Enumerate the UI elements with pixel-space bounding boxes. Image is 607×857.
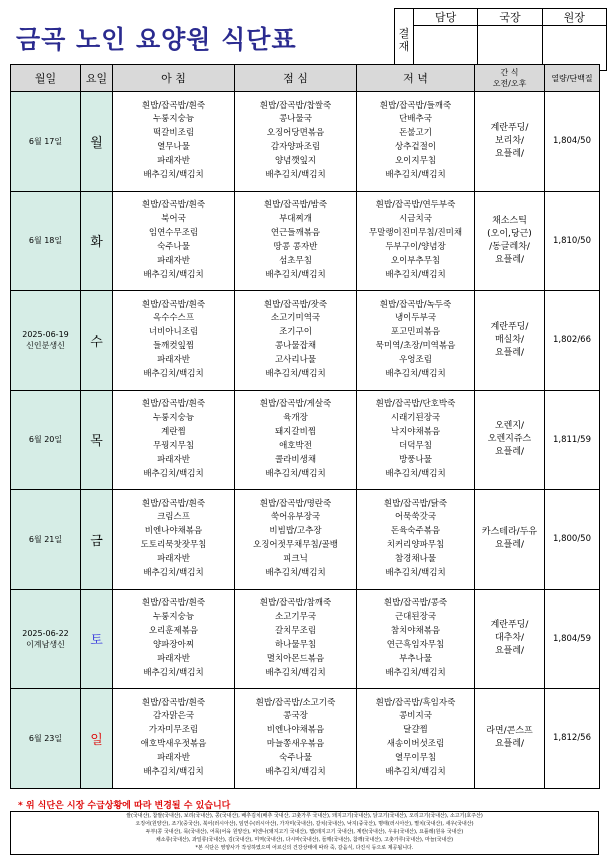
origin-info-line: *본 식단은 영양사가 작성하였으며 어르신의 건강상태에 따라 죽, 갈음식, 다진식 등으로 제공됩니다. — [195, 845, 414, 851]
menu-item: 크림스프 — [157, 512, 190, 523]
menu-item: 오리훈제볶음 — [148, 625, 199, 636]
snack-item: 대추차/ — [494, 633, 525, 644]
menu-item: 흰밥/잡곡밥/흰죽 — [141, 498, 206, 509]
menu-item: 시금치국 — [399, 213, 432, 224]
snack-cell — [475, 92, 545, 192]
lunch-cell — [235, 689, 357, 789]
menu-item: 배추김치/백김치 — [143, 369, 204, 380]
header-breakfast: 아 침 — [113, 65, 235, 92]
menu-item: 포고민피볶음 — [390, 327, 441, 338]
menu-item: 파래자반 — [157, 753, 190, 764]
menu-item: 콩나물잡채 — [274, 341, 317, 352]
day-cell: 목 — [81, 390, 113, 490]
breakfast-cell — [113, 390, 235, 490]
origin-info-line: 오징어(원양산), 조기(중국산), 북어(러시아산), 임연수(러시아산), 가자미(국내산), 갈치(국내산), 낙지(중국산), 명태(러시아산), 멸치(국내산), 새우(국내산) — [135, 821, 474, 827]
lunch-cell — [235, 191, 357, 291]
date-cell — [11, 490, 81, 590]
menu-item: 흰밥/잡곡밥/명란죽 — [259, 498, 332, 509]
table-row — [11, 291, 600, 391]
snack-cell — [475, 191, 545, 291]
menu-item: 흰밥/잡곡밥/밤죽 — [263, 200, 328, 211]
dinner-cell — [357, 390, 475, 490]
date-cell — [11, 291, 81, 391]
menu-item: 시래기된장국 — [390, 412, 441, 423]
menu-item: 흰밥/잡곡밥/흰죽 — [141, 399, 206, 410]
snack-cell — [475, 490, 545, 590]
menu-item: 누룽지숭늉 — [152, 114, 195, 125]
date-text: 6월 23일 — [28, 733, 63, 743]
snack-item: 계란푸딩/ — [490, 620, 529, 631]
menu-item: 육개장 — [283, 412, 308, 423]
approval-header-manager: 담당 — [413, 9, 477, 26]
menu-item: 배추김치/백김치 — [265, 667, 326, 678]
menu-item: 배추김치/백김치 — [265, 468, 326, 479]
menu-item: 임연수무조림 — [148, 227, 199, 238]
menu-item: 배추김치/백김치 — [265, 170, 326, 181]
day-cell: 금 — [81, 490, 113, 590]
origin-info-line: 쌀(국내산), 찹쌀(국내산), 보리(국내산), 콩(국내산), 배추김치(배추 국내산, 고춧가루 국내산), 돼지고기(국내산), 닭고기(국내산), 오리고기(국내산), 소고기(호주산) — [126, 813, 483, 819]
header-day: 요일 — [81, 65, 113, 92]
day-cell: 화 — [81, 191, 113, 291]
menu-item: 돈육숙주볶음 — [390, 526, 441, 537]
menu-item: 떡갈비조림 — [152, 128, 195, 139]
menu-item: 부대찌개 — [279, 213, 312, 224]
menu-item: 비엔나야채볶음 — [144, 526, 203, 537]
menu-item: 비빔밥/고추장 — [269, 526, 322, 537]
snack-item: 매실차/ — [494, 334, 525, 345]
kcal-cell: 1,810/50 — [545, 191, 600, 291]
menu-item: 숙주나물 — [279, 753, 312, 764]
menu-item: 숙주나물 — [157, 241, 190, 252]
header-snack-title: 간 식 — [500, 68, 519, 77]
dinner-cell — [357, 291, 475, 391]
menu-item: 파래자반 — [157, 653, 190, 664]
table-row — [11, 390, 600, 490]
menu-item: 달걀찜 — [403, 725, 428, 736]
lunch-cell — [235, 291, 357, 391]
kcal-cell: 1,804/50 — [545, 92, 600, 192]
date-cell — [11, 689, 81, 789]
date-text: 6월 18일 — [28, 236, 63, 246]
table-row — [11, 589, 600, 689]
snack-cell — [475, 589, 545, 689]
menu-item: 배추김치/백김치 — [385, 667, 446, 678]
dinner-cell — [357, 191, 475, 291]
dinner-cell — [357, 490, 475, 590]
snack-item: 요플레/ — [494, 347, 525, 358]
lunch-cell — [235, 589, 357, 689]
menu-item: 흰밥/잡곡밥/들깨죽 — [379, 100, 452, 111]
menu-item: 흰밥/잡곡밥/찹쌀죽 — [259, 100, 332, 111]
breakfast-cell — [113, 589, 235, 689]
menu-item: 파래자반 — [157, 156, 190, 167]
lunch-cell — [235, 92, 357, 192]
snack-item: 요플레/ — [494, 540, 525, 551]
breakfast-cell — [113, 689, 235, 789]
origin-info-line: 두부(콩 국내산), 묵(국내산), 어묵(어육 원양산), 비엔나(돼지고기 국내산), 햄(돼지고기 국내산), 계란(국내산), 우유(국내산), 요플레(원유 국내산) — [145, 829, 464, 835]
menu-item: 피크닉 — [283, 554, 308, 565]
menu-item: 누룽지숭늉 — [152, 412, 195, 423]
snack-item: 요플레/ — [494, 447, 525, 458]
snack-item: 보리차/ — [494, 135, 525, 146]
header-kcal: 열량/단백질 — [545, 65, 600, 92]
menu-item: 우엉조림 — [399, 355, 432, 366]
menu-item: 열무이무침 — [394, 753, 437, 764]
menu-item: 쑥어유부장국 — [270, 512, 321, 523]
menu-item: 방풍나물 — [399, 454, 432, 465]
menu-item: 어묵쑥갓국 — [394, 512, 437, 523]
menu-item: 흰밥/잡곡밥/흰죽 — [141, 299, 206, 310]
birthday-text: 신인분생신 — [26, 341, 65, 351]
menu-item: 감자양파조림 — [270, 142, 321, 153]
day-cell: 월 — [81, 92, 113, 192]
menu-item: 흰밥/잡곡밥/흰죽 — [141, 100, 206, 111]
menu-item: 멸치아몬드볶음 — [266, 653, 325, 664]
approval-header-head: 원장 — [542, 9, 606, 26]
lunch-cell — [235, 490, 357, 590]
day-cell: 수 — [81, 291, 113, 391]
menu-item: 흰밥/잡곡밥/흰죽 — [141, 697, 206, 708]
menu-item: 옥수수스프 — [152, 313, 195, 324]
kcal-cell: 1,800/50 — [545, 490, 600, 590]
approval-box — [394, 8, 607, 71]
menu-item: 흰밥/잡곡밥/연두부죽 — [375, 200, 456, 211]
menu-item: 참치야채볶음 — [390, 625, 441, 636]
menu-item: 두부구이/양념장 — [385, 241, 446, 252]
menu-item: 조기구이 — [279, 327, 312, 338]
menu-item: 배추김치/백김치 — [385, 767, 446, 778]
menu-item: 돈불고기 — [399, 128, 432, 139]
menu-item: 누룽지숭늉 — [152, 611, 195, 622]
menu-item: 애호박전 — [279, 440, 312, 451]
menu-item: 흰밥/잡곡밥/흰죽 — [141, 598, 206, 609]
snack-item: 오렌지/ — [494, 421, 525, 432]
snack-cell — [475, 291, 545, 391]
menu-item: 오징어당면볶음 — [266, 128, 325, 139]
lunch-cell — [235, 390, 357, 490]
menu-item: 흰밥/잡곡밥/참깨죽 — [259, 598, 332, 609]
table-row — [11, 92, 600, 192]
snack-item: 요플레/ — [494, 148, 525, 159]
menu-item: 낙지야채볶음 — [390, 426, 441, 437]
menu-item: 양념깻잎지 — [274, 156, 317, 167]
menu-item: 오징어젓무채무침/골뱅 — [253, 540, 338, 551]
breakfast-cell — [113, 490, 235, 590]
menu-item: 배추김치/백김치 — [385, 568, 446, 579]
menu-item: 참경채나물 — [394, 554, 437, 565]
menu-item: 파래자반 — [157, 355, 190, 366]
menu-item: 흰밥/잡곡밥/단호박죽 — [375, 399, 456, 410]
menu-item: 흰밥/잡곡밥/게살죽 — [259, 399, 332, 410]
menu-item: 너비아니조림 — [148, 327, 199, 338]
menu-item: 콩비지국 — [399, 711, 432, 722]
header-date: 월일 — [11, 65, 81, 92]
menu-item: 파래자반 — [157, 255, 190, 266]
menu-item: 배추김치/백김치 — [265, 767, 326, 778]
menu-item: 배추김치/백김치 — [143, 269, 204, 280]
menu-item: 새송이버섯조림 — [386, 739, 445, 750]
snack-item: 요플레/ — [494, 646, 525, 657]
date-text: 6월 21일 — [28, 534, 63, 544]
snack-item: 라면/콘스프 — [486, 726, 533, 737]
menu-item: 가자미무조림 — [148, 725, 199, 736]
menu-item: 배추김치/백김치 — [143, 468, 204, 479]
table-row — [11, 689, 600, 789]
dinner-cell — [357, 689, 475, 789]
menu-item: 들깨컷잎찜 — [152, 341, 195, 352]
approval-header-director: 국장 — [478, 9, 542, 26]
snack-item: 계란푸딩/ — [490, 122, 529, 133]
menu-item: 배추김치/백김치 — [385, 468, 446, 479]
origin-info-line: 채소류(국내산), 과일류(국내산), 김(국내산), 미역(국내산), 다시마(국내산), 들깨(국내산), 참깨(국내산), 고춧가루(국내산), 마늘(국내산) — [155, 837, 454, 843]
kcal-cell: 1,811/59 — [545, 390, 600, 490]
menu-item: 하나물무침 — [274, 639, 317, 650]
page-title: 금곡 노인 요양원 식단표 — [16, 25, 297, 54]
date-cell — [11, 191, 81, 291]
menu-item: 파래자반 — [157, 454, 190, 465]
snack-item: 요플레/ — [494, 254, 525, 265]
snack-cell — [475, 390, 545, 490]
birthday-text: 이계남생신 — [26, 639, 65, 649]
dinner-cell — [357, 92, 475, 192]
menu-item: 연근들깨볶음 — [270, 227, 321, 238]
breakfast-cell — [113, 291, 235, 391]
menu-item: 흰밥/잡곡밥/콩죽 — [383, 598, 448, 609]
snack-item: 오렌지쥬스 — [487, 434, 532, 445]
menu-item: 땅콩 콩자반 — [273, 241, 318, 252]
date-cell — [11, 390, 81, 490]
menu-item: 소고기무국 — [274, 611, 317, 622]
menu-item: 묵미역/초장/미역볶음 — [375, 341, 456, 352]
date-cell — [11, 589, 81, 689]
menu-item: 무꿩지무침 — [152, 440, 195, 451]
date-text: 6월 20일 — [28, 435, 63, 445]
breakfast-cell — [113, 191, 235, 291]
menu-item: 도토리묵찻잣무침 — [140, 540, 207, 551]
menu-item: 파래자반 — [157, 554, 190, 565]
table-row — [11, 490, 600, 590]
menu-item: 애호박새우젓볶음 — [140, 739, 207, 750]
menu-item: 연근흑임자무침 — [386, 639, 445, 650]
snack-cell — [475, 689, 545, 789]
notice-text: * 위 식단은 시장 수급상황에 따라 변경될 수 있습니다 — [18, 801, 231, 811]
approval-label: 결재 — [395, 9, 414, 71]
menu-item: 흰밥/잡곡밥/닭죽 — [383, 498, 448, 509]
table-row — [11, 191, 600, 291]
menu-item: 냉이두부국 — [394, 313, 437, 324]
menu-item: 감자맑은국 — [152, 711, 195, 722]
menu-item: 배추김치/백김치 — [265, 568, 326, 579]
date-text: 6월 17일 — [28, 136, 63, 146]
menu-item: 흰밥/잡곡밥/흑임자죽 — [375, 697, 456, 708]
menu-item: 흰밥/잡곡밥/녹두죽 — [379, 299, 452, 310]
menu-item: 콩국장 — [283, 711, 308, 722]
menu-item: 상추겉절이 — [394, 142, 437, 153]
snack-item: (오이,당근) — [487, 228, 532, 239]
menu-item: 배추김치/백김치 — [143, 767, 204, 778]
snack-item: 요플레/ — [494, 739, 525, 750]
day-cell: 일 — [81, 689, 113, 789]
menu-item: 배추김치/백김치 — [143, 568, 204, 579]
snack-item: 채소스틱 — [492, 215, 527, 226]
menu-item: 흰밥/잡곡밥/소고기죽 — [255, 697, 336, 708]
menu-item: 단배추국 — [399, 114, 432, 125]
menu-item: 갈치무조림 — [274, 625, 317, 636]
menu-item: 배추김치/백김치 — [265, 269, 326, 280]
menu-item: 비엔나야채볶음 — [266, 725, 325, 736]
day-cell: 토 — [81, 589, 113, 689]
origin-info-box — [10, 811, 599, 855]
date-text: 2025-06-19 — [22, 330, 69, 340]
menu-item: 오이지무침 — [394, 156, 437, 167]
header-snack-sub: 오전/오후 — [492, 79, 527, 88]
date-cell — [11, 92, 81, 192]
menu-table — [10, 64, 600, 789]
menu-item: 배추김치/백김치 — [265, 369, 326, 380]
menu-item: 근대된장국 — [394, 611, 437, 622]
menu-item: 배추김치/백김치 — [385, 170, 446, 181]
breakfast-cell — [113, 92, 235, 192]
header-snack — [475, 65, 545, 92]
menu-item: 소고기미역국 — [270, 313, 321, 324]
snack-item: 계란푸딩/ — [490, 321, 529, 332]
header-dinner: 저 녁 — [357, 65, 475, 92]
menu-item: 돼지갈비찜 — [274, 426, 317, 437]
menu-item: 배추김치/백김치 — [385, 269, 446, 280]
menu-item: 섬초무침 — [279, 255, 312, 266]
menu-item: 부추나물 — [399, 653, 432, 664]
menu-item: 계란찜 — [161, 426, 186, 437]
menu-item: 무말랭이진미무침/진미채 — [368, 227, 463, 238]
menu-item: 콜라비생채 — [274, 454, 317, 465]
snack-item: 카스테라/두유 — [481, 527, 538, 538]
menu-item: 배추김치/백김치 — [143, 667, 204, 678]
menu-item: 콩나물국 — [279, 114, 312, 125]
menu-item: 배추김치/백김치 — [143, 170, 204, 181]
menu-item: 마늘쫑새우볶음 — [266, 739, 325, 750]
dinner-cell — [357, 589, 475, 689]
snack-item: /동글레차/ — [489, 241, 530, 252]
kcal-cell: 1,812/56 — [545, 689, 600, 789]
menu-item: 배추김치/백김치 — [385, 369, 446, 380]
menu-item: 치커리양파무침 — [386, 540, 445, 551]
menu-item: 흰밥/잡곡밥/잣죽 — [263, 299, 328, 310]
kcal-cell: 1,804/59 — [545, 589, 600, 689]
menu-item: 고사리나물 — [274, 355, 317, 366]
date-text: 2025-06-22 — [22, 628, 69, 638]
menu-item: 북어국 — [161, 213, 186, 224]
header-lunch: 점 심 — [235, 65, 357, 92]
kcal-cell: 1,802/66 — [545, 291, 600, 391]
menu-item: 열무나물 — [157, 142, 190, 153]
menu-item: 더덕무침 — [399, 440, 432, 451]
menu-item: 양파장아찌 — [152, 639, 195, 650]
menu-item: 오이부추무침 — [390, 255, 441, 266]
menu-item: 흰밥/잡곡밥/흰죽 — [141, 200, 206, 211]
